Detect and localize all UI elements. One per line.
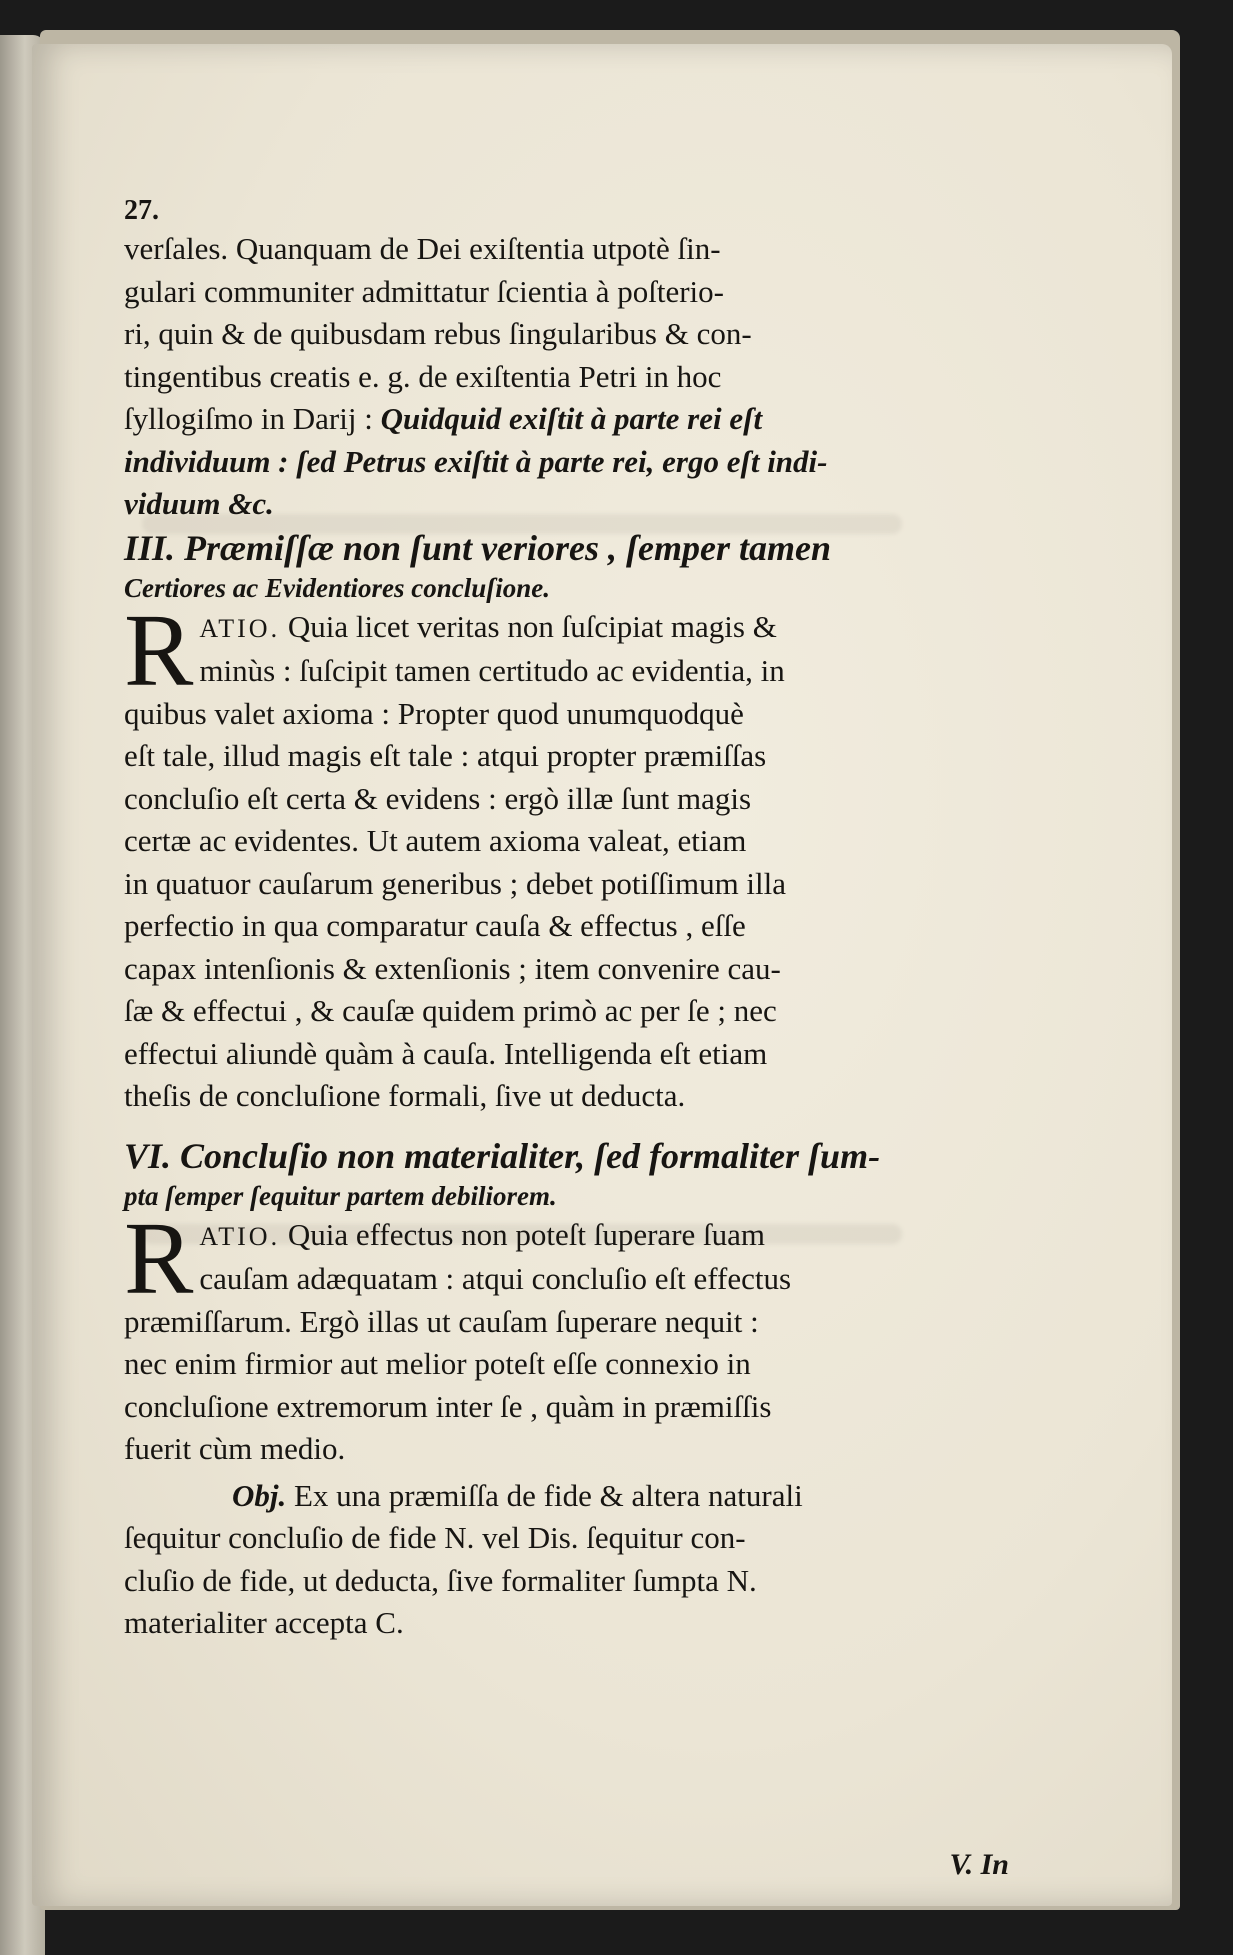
thesis-subheading: pta ſemper ſequitur partem debiliorem. — [124, 1180, 557, 1211]
syllogism-italic: individuum : ſed Petrus exiſtit à parte rei, ergo eſt indi- — [124, 443, 828, 479]
book-page — [32, 44, 1172, 1906]
ratio-paragraph — [124, 1200, 1009, 1471]
drop-cap: R — [124, 592, 194, 708]
text-line: ſæ & effectui , & cauſæ quidem primò ac per ſe ; nec — [124, 993, 777, 1028]
text-line: certæ ac evidentes. Ut autem axioma valeat, etiam — [124, 823, 747, 858]
text-line: Quia effectus non poteſt ſuperare ſuam — [287, 1216, 766, 1252]
text-line: præmiſſarum. Ergò illas ut cauſam ſuperare nequit : — [124, 1303, 759, 1339]
text-line: ri, quin & de quibusdam rebus ſingularibus & con- — [124, 316, 752, 351]
text-line: fuerit cùm medio. — [124, 1431, 346, 1466]
syllogism-italic: Quidquid exiſtit à parte rei eſt — [380, 401, 763, 436]
page-number: 27. — [124, 195, 159, 226]
ratio-paragraph — [124, 592, 1009, 1118]
text-line: gulari communiter admittatur ſcientia à poſterio- — [124, 273, 724, 309]
text-line: perfectio in qua comparatur cauſa & effectus , eſſe — [124, 908, 746, 943]
continuation-paragraph — [124, 228, 1009, 526]
catchword: V. In — [949, 1848, 1009, 1881]
text-line: capax intenſionis & extenſionis ; item convenire cau- — [124, 950, 781, 986]
text-line: cluſio de fide, ut deducta, ſive formaliter ſumpta N. — [124, 1562, 757, 1598]
text-line: effectui aliundè quàm à cauſa. Intelligenda eſt etiam — [124, 1035, 768, 1071]
text-line: materialiter accepta C. — [124, 1605, 404, 1640]
text-line: concluſio eſt certa & evidens : ergò illæ ſunt magis — [124, 780, 752, 816]
thesis-heading: III. Præmiſſæ non ſunt veriores , ſemper tamen — [124, 527, 832, 568]
thesis-subheading: Certiores ac Evidentiores concluſione. — [124, 572, 550, 603]
page-text — [124, 194, 1009, 1881]
drop-cap: R — [124, 1200, 194, 1316]
text-line: nec enim firmior aut melior poteſt eſſe connexio in — [124, 1346, 751, 1381]
text-line: cauſam adæquatam : atqui concluſio eſt effectus — [199, 1261, 792, 1296]
text-line: Ex una præmiſſa de fide & altera naturali — [294, 1477, 803, 1513]
objection-continuation — [124, 1517, 1009, 1645]
syllogism-italic: viduum &c. — [124, 486, 274, 521]
text-line: eſt tale, illud magis eſt tale : atqui propter præmiſſas — [124, 738, 767, 773]
text-line: quibus valet axioma : Propter quod unumquodquè — [124, 695, 744, 731]
objection-label: Obj. — [232, 1477, 287, 1513]
text-line: ſyllogiſmo in Darij : — [124, 401, 381, 436]
text-line: concluſione extremorum inter ſe , quàm in præmiſſis — [124, 1388, 772, 1424]
text-line: theſis de concluſione formali, ſive ut deducta. — [124, 1078, 686, 1113]
objection-paragraph — [124, 1475, 1009, 1518]
text-line: verſales. Quanquam de Dei exiſtentia utpotè ſin- — [124, 231, 721, 266]
text-line: Quia licet veritas non ſuſcipiat magis & — [287, 608, 777, 644]
text-line: tingentibus creatis e. g. de exiſtentia Petri in hoc — [124, 358, 722, 394]
ratio-label: ATIO. — [199, 1221, 281, 1251]
text-line: minùs : ſuſcipit tamen certitudo ac evidentia, in — [199, 653, 785, 688]
ratio-label: ATIO. — [199, 613, 281, 643]
text-line: in quatuor cauſarum generibus ; debet potiſſimum illa — [124, 865, 787, 901]
thesis-heading: VI. Concluſio non materialiter, ſed formaliter ſum- — [124, 1135, 881, 1176]
text-line: ſequitur concluſio de fide N. vel Dis. ſequitur con- — [124, 1520, 746, 1555]
